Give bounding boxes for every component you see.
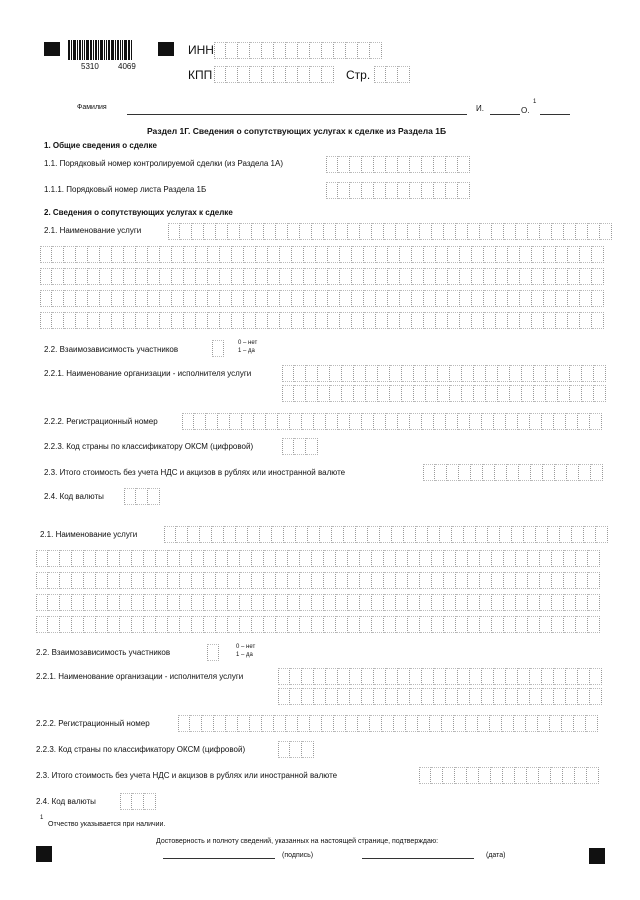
interdependence-option-no: 0 – нет [238,340,258,346]
org-name-field-row1[interactable] [282,365,606,382]
currency-code-label-2: 2.4. Код валюты [36,797,96,806]
service-name2-field-row4[interactable] [36,594,600,611]
footnote-text: Отчество указывается при наличии. [48,821,166,828]
service-name2-field-row2[interactable] [36,550,600,567]
initial-i-field[interactable] [490,114,520,115]
org-name2-field-row2[interactable] [278,688,602,705]
service-name-field-row5[interactable] [40,312,604,329]
total-cost-label: 2.3. Итого стоимость без учета НДС и акцизов в рублях или иностранной валюте [44,468,346,477]
reg-number-field-2[interactable] [178,715,598,732]
date-label: (дата) [486,852,506,859]
deal-number-label: 1.1. Порядковый номер контролируемой сделки (из Раздела 1А) [44,159,283,168]
inn-label: ИНН [188,43,214,57]
service-name-label-2: 2.1. Наименование услуги [40,530,138,539]
footnote-mark-bottom: 1 [40,815,44,821]
inn-field[interactable] [214,42,382,59]
initial-o-label: О. [521,106,530,115]
service-name-field-row4[interactable] [40,290,604,307]
deal-number-field[interactable] [326,156,470,173]
barcode-number-right: 4069 [118,62,136,71]
org-name-field-row2[interactable] [282,385,606,402]
service-name-label: 2.1. Наименование услуги [44,226,142,235]
org-name-label: 2.2.1. Наименование организации - исполнителя услуги [44,369,252,378]
surname-field[interactable] [127,114,467,115]
service-name2-field-row5[interactable] [36,616,600,633]
interdependence-option-yes-2: 1 – да [236,652,253,658]
country-code-label-2: 2.2.3. Код страны по классификатору ОКСМ (цифровой) [36,745,246,754]
page-label: Стр. [346,68,371,82]
interdependence-label-2: 2.2. Взаимозависимость участников [36,648,171,657]
interdependence-option-no-2: 0 – нет [236,644,256,650]
interdependence-label: 2.2. Взаимозависимость участников [44,345,179,354]
signature-field[interactable] [163,858,275,859]
confirmation-text: Достоверность и полноту сведений, указанных на настоящей странице, подтверждаю: [156,838,439,845]
total-cost-label-2: 2.3. Итого стоимость без учета НДС и акцизов в рублях или иностранной валюте [36,771,338,780]
interdependence-field[interactable] [212,340,224,357]
currency-code-field-2[interactable] [120,793,156,810]
reg-number-field[interactable] [182,413,602,430]
corner-marker-top-left [44,42,60,56]
org-name-label-2: 2.2.1. Наименование организации - исполнителя услуги [36,672,244,681]
interdependence-option-yes: 1 – да [238,348,255,354]
footnote-mark: 1 [533,99,537,105]
reg-number-label-2: 2.2.2. Регистрационный номер [36,719,150,728]
section1-heading: 1. Общие сведения о сделке [44,141,157,150]
reg-number-label: 2.2.2. Регистрационный номер [44,417,158,426]
corner-marker-bottom-right [589,848,605,864]
total-cost-field-2[interactable] [419,767,599,784]
country-code-field[interactable] [282,438,318,455]
section2-heading: 2. Сведения о сопутствующих услугах к сделке [44,208,233,217]
total-cost-field[interactable] [423,464,603,481]
page-number-field[interactable] [374,66,410,83]
service-name-field-row1[interactable] [168,223,612,240]
service-name-field-row2[interactable] [40,246,604,263]
initial-o-field[interactable] [540,114,570,115]
sheet-number-label: 1.1.1. Порядковый номер листа Раздела 1Б [44,185,207,194]
country-code-label: 2.2.3. Код страны по классификатору ОКСМ (цифровой) [44,442,254,451]
service-name2-field-row1[interactable] [164,526,608,543]
currency-code-field[interactable] [124,488,160,505]
org-name2-field-row1[interactable] [278,668,602,685]
signature-label: (подпись) [282,852,314,859]
service-name2-field-row3[interactable] [36,572,600,589]
service-name-field-row3[interactable] [40,268,604,285]
section-title: Раздел 1Г. Сведения о сопутствующих услугах к сделке из Раздела 1Б [147,126,447,136]
surname-label: Фамилия [77,104,107,111]
barcode-graphic [68,40,133,60]
initial-i-label: И. [476,104,484,113]
currency-code-label: 2.4. Код валюты [44,492,104,501]
corner-marker-top-mid [158,42,174,56]
kpp-label: КПП [188,68,213,82]
date-field[interactable] [362,858,474,859]
barcode-number-left: 5310 [81,62,99,71]
country-code-field-2[interactable] [278,741,314,758]
kpp-field[interactable] [214,66,334,83]
interdependence-field-2[interactable] [207,644,219,661]
corner-marker-bottom-left [36,846,52,862]
sheet-number-field[interactable] [326,182,470,199]
